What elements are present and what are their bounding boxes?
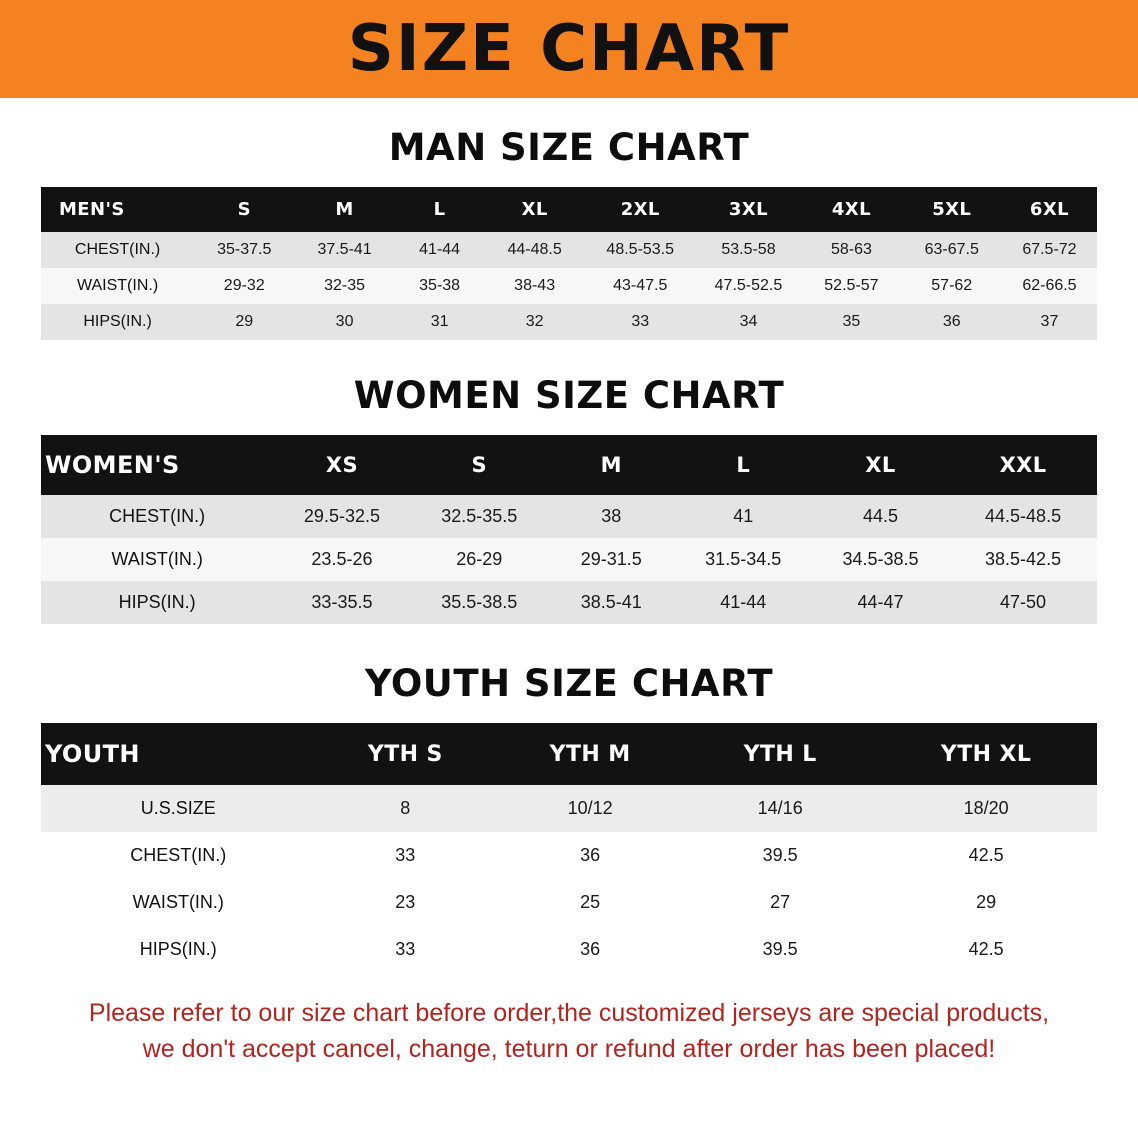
man-row-chest-label: CHEST(IN.) — [41, 232, 194, 268]
man-chest-m: 37.5-41 — [294, 232, 394, 268]
women-hips-xl: 44-47 — [812, 581, 949, 624]
youth-row-chest-label: CHEST(IN.) — [41, 832, 316, 879]
women-waist-l: 31.5-34.5 — [675, 538, 812, 581]
man-chest-3xl: 53.5-58 — [696, 232, 802, 268]
women-chest-xxl: 44.5-48.5 — [949, 495, 1097, 538]
man-section-title: MAN SIZE CHART — [388, 126, 750, 169]
women-hips-s: 35.5-38.5 — [411, 581, 548, 624]
youth-row-hips-label: HIPS(IN.) — [41, 926, 316, 973]
man-waist-4xl: 52.5-57 — [801, 268, 901, 304]
women-chest-xl: 44.5 — [812, 495, 949, 538]
man-hips-m: 30 — [294, 304, 394, 340]
man-hips-s: 29 — [194, 304, 294, 340]
youth-chest-s: 33 — [316, 832, 496, 879]
women-table-body — [41, 495, 1097, 624]
youth-table-wrapper — [0, 723, 1138, 973]
women-col-xl: XL — [812, 435, 949, 495]
women-col-xs: XS — [273, 435, 410, 495]
header-banner — [0, 0, 1138, 98]
table-row — [41, 232, 1097, 268]
man-waist-xl: 38-43 — [484, 268, 584, 304]
women-hips-xs: 33-35.5 — [273, 581, 410, 624]
table-row — [41, 832, 1097, 879]
policy-note-line2: we don't accept cancel, change, teturn or refund after order has been placed! — [142, 1035, 996, 1064]
table-header-row — [41, 435, 1097, 495]
youth-section-title: YOUTH SIZE CHART — [364, 662, 774, 705]
women-table-wrapper — [0, 435, 1138, 624]
man-col-4xl: 4XL — [801, 187, 901, 232]
man-waist-l: 35-38 — [395, 268, 485, 304]
man-chest-s: 35-37.5 — [194, 232, 294, 268]
women-chest-m: 38 — [548, 495, 675, 538]
man-hips-4xl: 35 — [801, 304, 901, 340]
youth-col-l: YTH L — [685, 723, 875, 785]
man-table-body — [41, 232, 1097, 340]
policy-note — [0, 995, 1138, 1068]
women-col-m: M — [548, 435, 675, 495]
youth-waist-xl: 29 — [875, 879, 1097, 926]
women-col-xxl: XXL — [949, 435, 1097, 495]
youth-table-head — [41, 723, 1097, 785]
man-size-table — [41, 187, 1097, 340]
youth-ussize-s: 8 — [316, 785, 496, 832]
youth-col-label: YOUTH — [41, 723, 316, 785]
youth-chest-m: 36 — [495, 832, 685, 879]
table-row — [41, 581, 1097, 624]
women-table-head — [41, 435, 1097, 495]
women-row-hips-label: HIPS(IN.) — [41, 581, 273, 624]
women-waist-xxl: 38.5-42.5 — [949, 538, 1097, 581]
youth-waist-l: 27 — [685, 879, 875, 926]
man-col-l: L — [395, 187, 485, 232]
man-hips-6xl: 37 — [1002, 304, 1097, 340]
table-row — [41, 538, 1097, 581]
women-chest-s: 32.5-35.5 — [411, 495, 548, 538]
youth-hips-l: 39.5 — [685, 926, 875, 973]
man-hips-2xl: 33 — [585, 304, 696, 340]
women-hips-xxl: 47-50 — [949, 581, 1097, 624]
youth-table-body — [41, 785, 1097, 973]
man-chest-2xl: 48.5-53.5 — [585, 232, 696, 268]
man-row-waist-label: WAIST(IN.) — [41, 268, 194, 304]
women-waist-m: 29-31.5 — [548, 538, 675, 581]
women-row-chest-label: CHEST(IN.) — [41, 495, 273, 538]
women-waist-s: 26-29 — [411, 538, 548, 581]
youth-row-waist-label: WAIST(IN.) — [41, 879, 316, 926]
man-waist-m: 32-35 — [294, 268, 394, 304]
youth-hips-s: 33 — [316, 926, 496, 973]
man-chest-6xl: 67.5-72 — [1002, 232, 1097, 268]
youth-ussize-xl: 18/20 — [875, 785, 1097, 832]
man-hips-3xl: 34 — [696, 304, 802, 340]
women-row-waist-label: WAIST(IN.) — [41, 538, 273, 581]
women-waist-xl: 34.5-38.5 — [812, 538, 949, 581]
table-row — [41, 304, 1097, 340]
man-col-s: S — [194, 187, 294, 232]
women-chest-xs: 29.5-32.5 — [273, 495, 410, 538]
women-col-s: S — [411, 435, 548, 495]
man-col-6xl: 6XL — [1002, 187, 1097, 232]
man-waist-3xl: 47.5-52.5 — [696, 268, 802, 304]
table-row — [41, 268, 1097, 304]
youth-col-xl: YTH XL — [875, 723, 1097, 785]
table-row — [41, 495, 1097, 538]
table-row — [41, 785, 1097, 832]
table-row — [41, 879, 1097, 926]
man-chest-l: 41-44 — [395, 232, 485, 268]
man-waist-2xl: 43-47.5 — [585, 268, 696, 304]
youth-col-m: YTH M — [495, 723, 685, 785]
man-col-3xl: 3XL — [696, 187, 802, 232]
youth-ussize-m: 10/12 — [495, 785, 685, 832]
man-waist-s: 29-32 — [194, 268, 294, 304]
man-chest-xl: 44-48.5 — [484, 232, 584, 268]
man-col-2xl: 2XL — [585, 187, 696, 232]
youth-ussize-l: 14/16 — [685, 785, 875, 832]
youth-waist-m: 25 — [495, 879, 685, 926]
women-col-label: WOMEN'S — [41, 435, 273, 495]
man-hips-5xl: 36 — [902, 304, 1002, 340]
man-col-5xl: 5XL — [902, 187, 1002, 232]
table-header-row — [41, 187, 1097, 232]
women-chest-l: 41 — [675, 495, 812, 538]
youth-chest-l: 39.5 — [685, 832, 875, 879]
women-waist-xs: 23.5-26 — [273, 538, 410, 581]
man-col-xl: XL — [484, 187, 584, 232]
man-waist-5xl: 57-62 — [902, 268, 1002, 304]
women-hips-l: 41-44 — [675, 581, 812, 624]
youth-size-table — [41, 723, 1097, 973]
youth-chest-xl: 42.5 — [875, 832, 1097, 879]
women-hips-m: 38.5-41 — [548, 581, 675, 624]
women-col-l: L — [675, 435, 812, 495]
youth-hips-m: 36 — [495, 926, 685, 973]
man-col-m: M — [294, 187, 394, 232]
policy-note-line1: Please refer to our size chart before order,the customized jerseys are special products, — [88, 999, 1050, 1027]
table-header-row — [41, 723, 1097, 785]
man-hips-xl: 32 — [484, 304, 584, 340]
man-table-head — [41, 187, 1097, 232]
man-table-wrapper — [0, 187, 1138, 340]
women-section-title: WOMEN SIZE CHART — [353, 374, 785, 417]
page-title: SIZE CHART — [347, 12, 791, 86]
man-row-hips-label: HIPS(IN.) — [41, 304, 194, 340]
man-hips-l: 31 — [395, 304, 485, 340]
man-chest-5xl: 63-67.5 — [902, 232, 1002, 268]
man-chest-4xl: 58-63 — [801, 232, 901, 268]
youth-row-ussize-label: U.S.SIZE — [41, 785, 316, 832]
man-col-label: MEN'S — [41, 187, 194, 232]
table-row — [41, 926, 1097, 973]
youth-col-s: YTH S — [316, 723, 496, 785]
youth-hips-xl: 42.5 — [875, 926, 1097, 973]
youth-waist-s: 23 — [316, 879, 496, 926]
women-size-table — [41, 435, 1097, 624]
man-waist-6xl: 62-66.5 — [1002, 268, 1097, 304]
